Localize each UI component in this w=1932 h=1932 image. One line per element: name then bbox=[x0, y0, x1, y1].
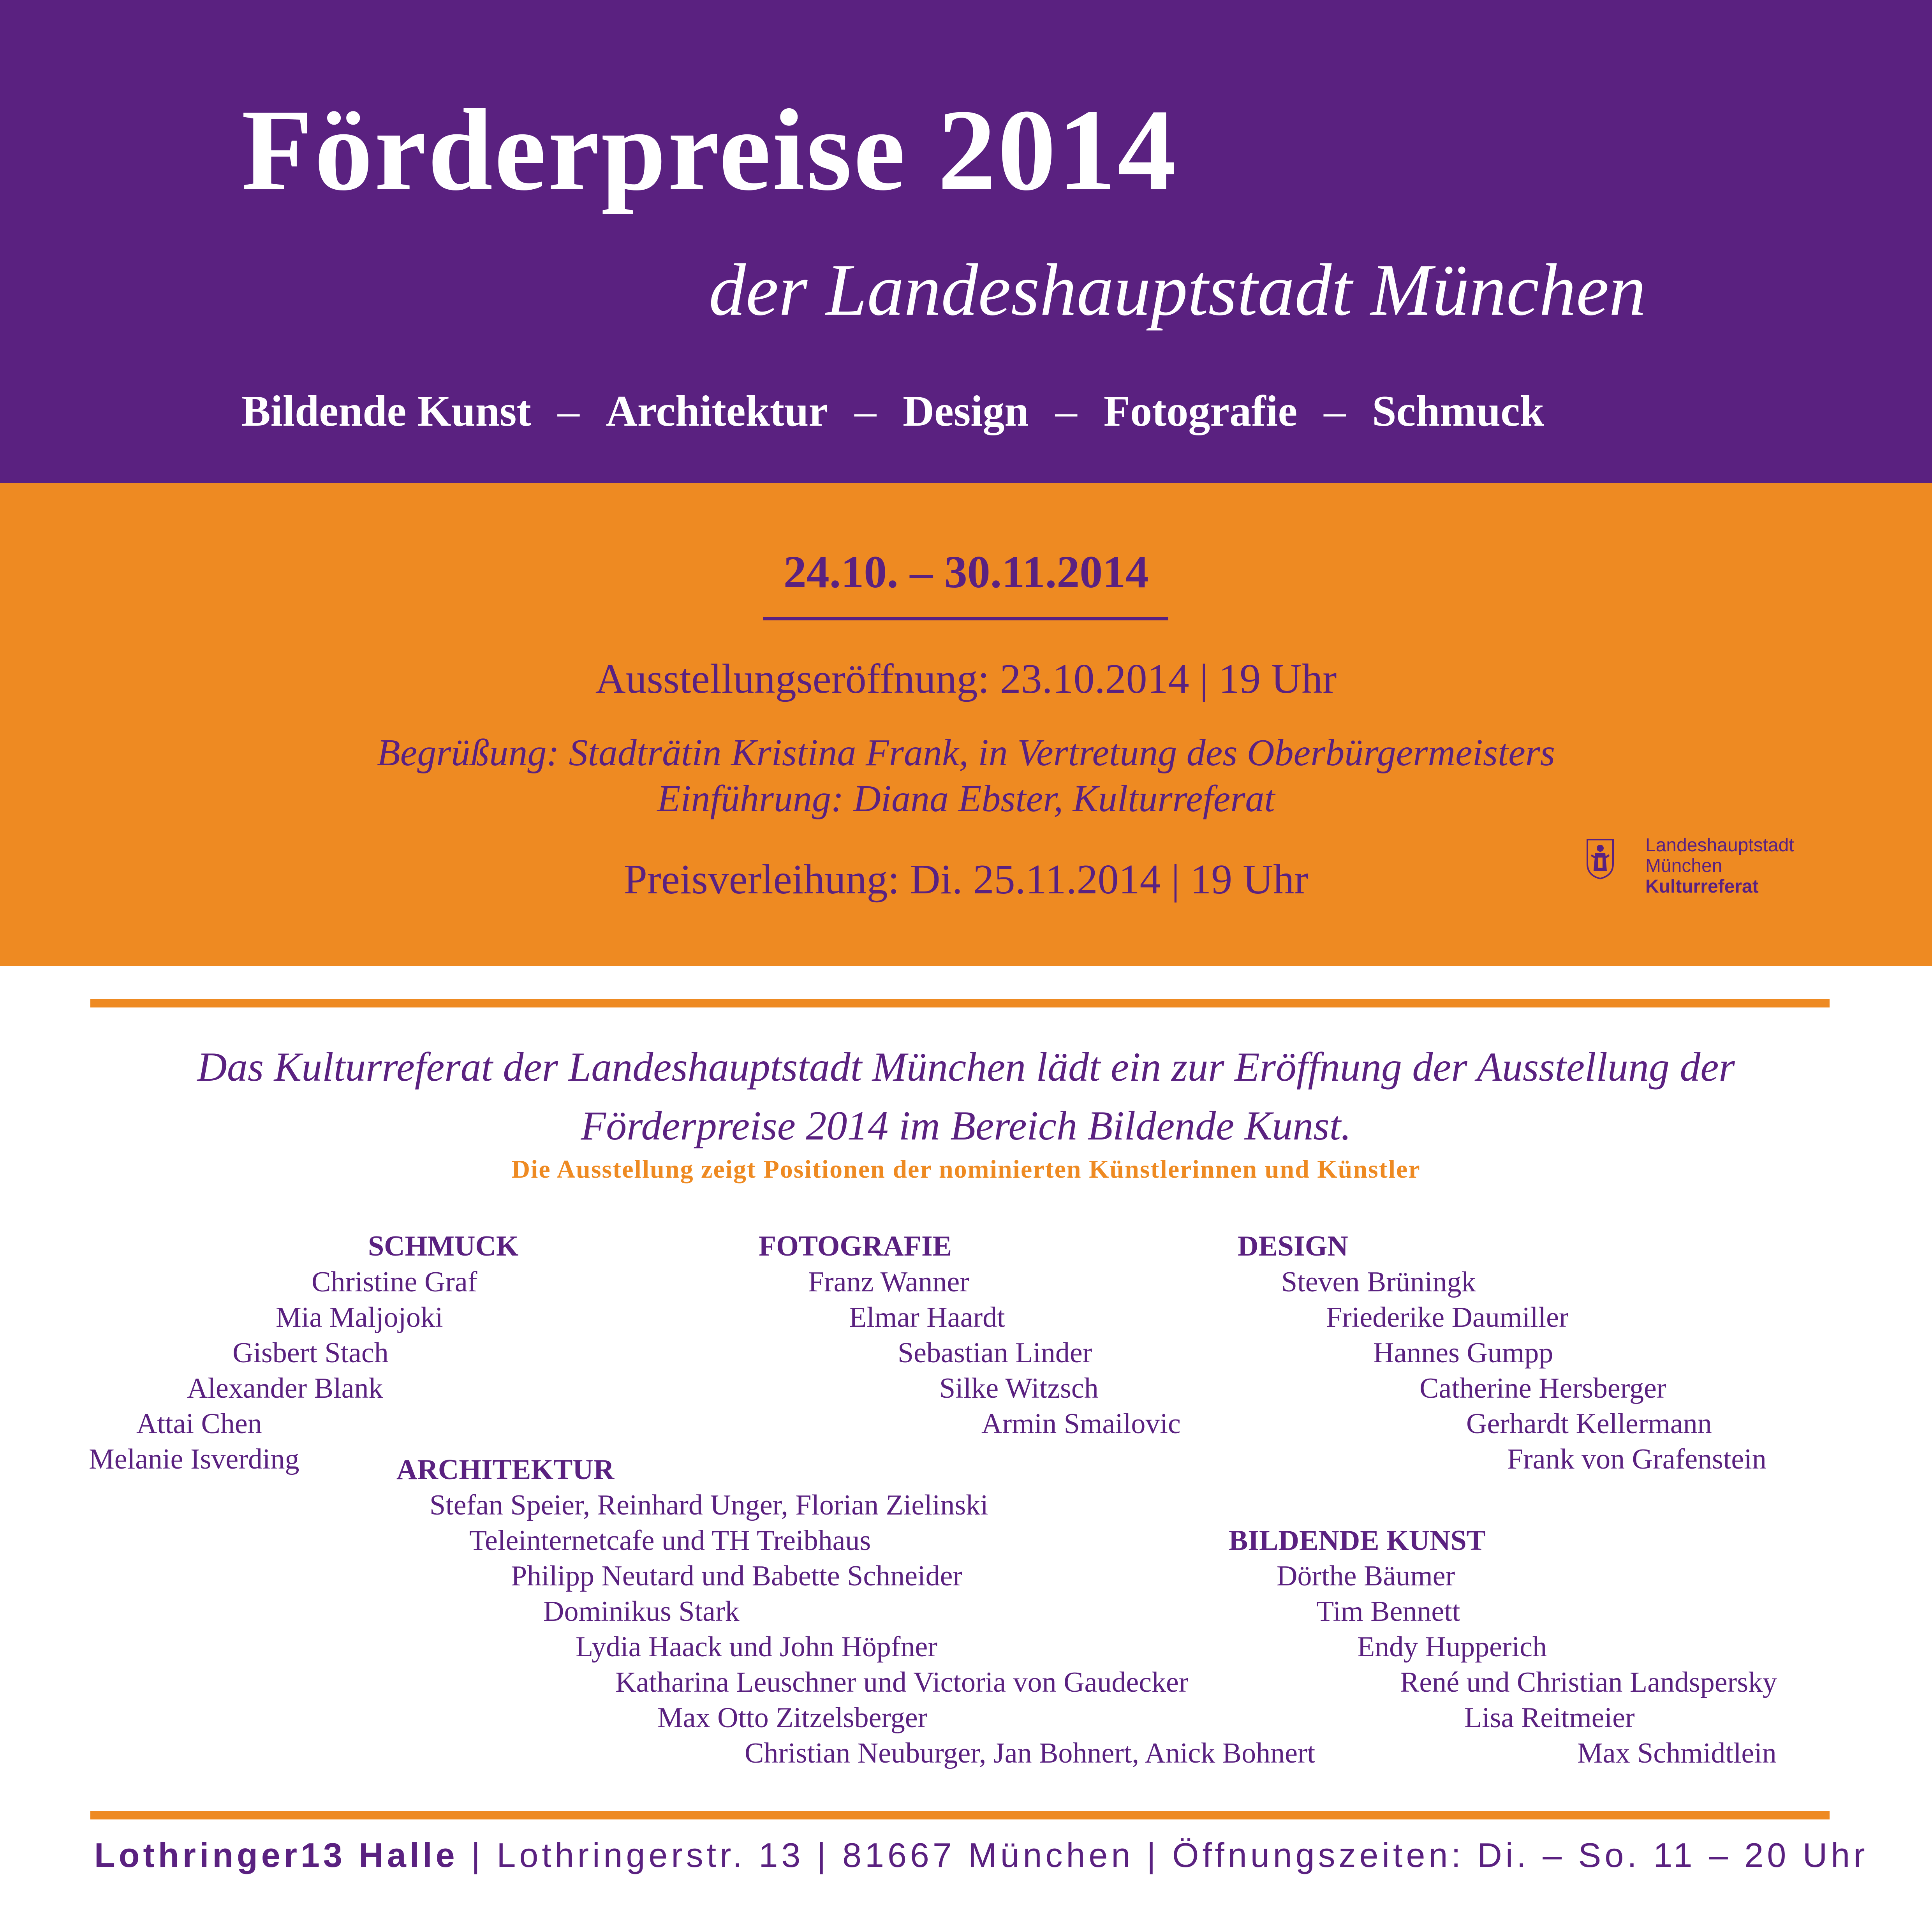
nominee-name: Katharina Leuschner und Victoria von Gaudecker bbox=[615, 1666, 1189, 1698]
logo-line-department: Kulturreferat bbox=[1645, 876, 1759, 897]
design-heading: DESIGN bbox=[1238, 1230, 1348, 1262]
invitation-line: Förderpreise 2014 im Bereich Bildende Kunst. bbox=[581, 1102, 1351, 1148]
nominee-name: Hannes Gumpp bbox=[1373, 1337, 1553, 1369]
bildende-kunst-heading: BILDENDE KUNST bbox=[1229, 1525, 1486, 1557]
introduction-line: Einführung: Diana Ebster, Kulturreferat bbox=[657, 777, 1275, 820]
nominee-name: Mia Maljojoki bbox=[276, 1302, 443, 1333]
nominee-name: Dörthe Bäumer bbox=[1277, 1560, 1455, 1592]
nominee-name: Max Schmidtlein bbox=[1577, 1737, 1777, 1769]
page-subtitle: der Landeshauptstadt München bbox=[709, 249, 1646, 331]
nominee-name: Elmar Haardt bbox=[849, 1302, 1005, 1333]
venue-footer bbox=[94, 1838, 1869, 1872]
opening-hours: Öffnungszeiten: Di. – So. 11 – 20 Uhr bbox=[1172, 1836, 1869, 1874]
nominee-name: Franz Wanner bbox=[808, 1266, 969, 1298]
top-divider bbox=[90, 999, 1830, 1007]
nominee-name: Endy Hupperich bbox=[1357, 1631, 1547, 1663]
exhibition-dates: 24.10. – 30.11.2014 bbox=[783, 546, 1149, 597]
logo-line-munich: München bbox=[1645, 855, 1722, 876]
category-list bbox=[241, 389, 1544, 433]
nominee-name: Lydia Haack und John Höpfner bbox=[576, 1631, 937, 1663]
category-bildende-kunst: Bildende Kunst bbox=[241, 387, 531, 435]
footer-separator: | bbox=[817, 1836, 830, 1874]
nominee-name: Catherine Hersberger bbox=[1420, 1372, 1666, 1404]
category-schmuck: Schmuck bbox=[1372, 387, 1545, 435]
category-separator: – bbox=[557, 387, 579, 435]
nominee-name: Christine Graf bbox=[312, 1266, 477, 1298]
nominee-name: Attai Chen bbox=[136, 1408, 262, 1440]
venue-name: Lothringer13 Halle bbox=[94, 1836, 458, 1874]
category-fotografie: Fotografie bbox=[1103, 387, 1298, 435]
nominee-name: Sebastian Linder bbox=[898, 1337, 1092, 1369]
kulturreferat-logo bbox=[1645, 835, 1794, 897]
welcome-line: Begrüßung: Stadträtin Kristina Frank, in Vertretung des Oberbürgermeisters bbox=[377, 732, 1555, 774]
schmuck-heading: SCHMUCK bbox=[368, 1230, 519, 1262]
nominee-name: Teleinternetcafe und TH Treibhaus bbox=[469, 1525, 871, 1557]
category-separator: – bbox=[854, 387, 877, 435]
award-ceremony-info: Preisverleihung: Di. 25.11.2014 | 19 Uhr bbox=[623, 856, 1309, 903]
nominee-name: Max Otto Zitzelsberger bbox=[657, 1702, 928, 1734]
nominee-name: Friederike Daumiller bbox=[1326, 1302, 1569, 1333]
architektur-heading: ARCHITEKTUR bbox=[396, 1454, 615, 1486]
category-separator: – bbox=[1055, 387, 1077, 435]
nominee-name: René und Christian Landspersky bbox=[1400, 1666, 1777, 1698]
welcome-info bbox=[0, 730, 1932, 822]
munich-kindl-crest-icon bbox=[1586, 837, 1615, 880]
nominee-name: Gerhardt Kellermann bbox=[1466, 1408, 1712, 1440]
dates-underline bbox=[763, 617, 1168, 620]
nominee-name: Alexander Blank bbox=[187, 1372, 383, 1404]
nominee-name: Stefan Speier, Reinhard Unger, Florian Zielinski bbox=[430, 1489, 988, 1521]
nominee-name: Melanie Isverding bbox=[89, 1443, 299, 1475]
footer-separator: | bbox=[1147, 1836, 1159, 1874]
nominees-intro: Die Ausstellung zeigt Positionen der nominierten Künstlerinnen und Künstler bbox=[511, 1155, 1421, 1184]
category-separator: – bbox=[1324, 387, 1346, 435]
category-architektur: Architektur bbox=[606, 387, 828, 435]
nominee-name: Armin Smailovic bbox=[981, 1408, 1181, 1440]
nominee-name: Silke Witzsch bbox=[939, 1372, 1099, 1404]
nominee-name: Dominikus Stark bbox=[543, 1596, 740, 1627]
category-design: Design bbox=[903, 387, 1029, 435]
opening-info: Ausstellungseröffnung: 23.10.2014 | 19 Uhr bbox=[595, 656, 1337, 702]
nominee-name: Steven Brüningk bbox=[1281, 1266, 1476, 1298]
nominee-name: Tim Bennett bbox=[1316, 1596, 1460, 1627]
venue-city: 81667 München bbox=[842, 1836, 1134, 1874]
nominee-name: Lisa Reitmeier bbox=[1464, 1702, 1635, 1734]
nominee-name: Philipp Neutard und Babette Schneider bbox=[511, 1560, 963, 1592]
nominee-name: Christian Neuburger, Jan Bohnert, Anick Bohnert bbox=[745, 1737, 1316, 1769]
bottom-divider bbox=[90, 1811, 1830, 1819]
nominee-name: Frank von Grafenstein bbox=[1507, 1443, 1766, 1475]
invitation-line: Das Kulturreferat der Landeshauptstadt München lädt ein zur Eröffnung der Ausstellung der bbox=[197, 1044, 1735, 1090]
fotografie-heading: FOTOGRAFIE bbox=[759, 1230, 952, 1262]
page-title: Förderpreise 2014 bbox=[241, 85, 1178, 215]
footer-separator: | bbox=[471, 1836, 484, 1874]
logo-line-city: Landeshauptstadt bbox=[1645, 835, 1794, 856]
nominee-name: Gisbert Stach bbox=[232, 1337, 389, 1369]
venue-address: Lothringerstr. 13 bbox=[497, 1836, 804, 1874]
invitation-text bbox=[0, 1038, 1932, 1155]
